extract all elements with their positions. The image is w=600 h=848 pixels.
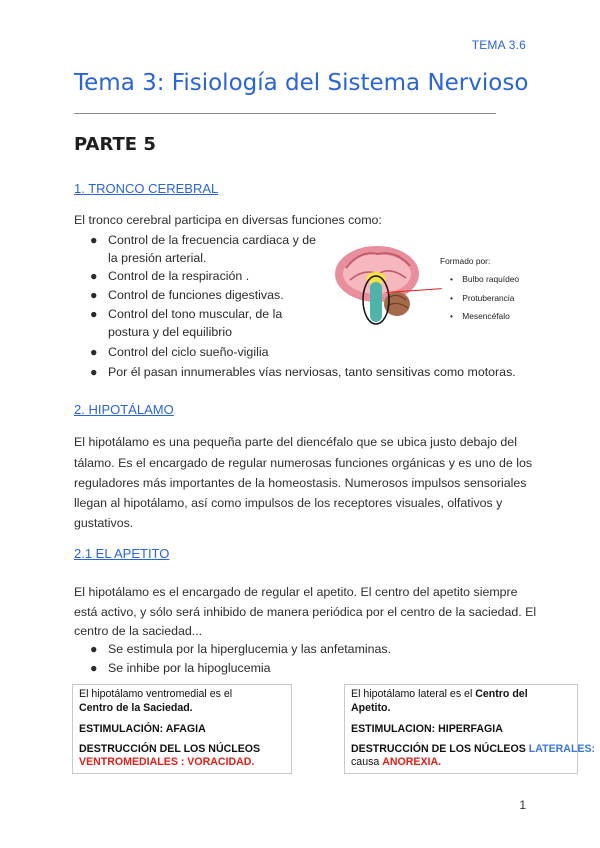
- section-2-line: llegan al hipotálamo, así como impulsos de los receptores visuales, olfativos y: [74, 496, 503, 510]
- ventromedial-box: [72, 684, 292, 774]
- lateral-box: [344, 684, 596, 774]
- box-line: causa ANOREXIA.: [351, 756, 442, 768]
- box-line: ESTIMULACIÓN: AFAGIA: [79, 723, 206, 735]
- brainstem-shape: [370, 282, 382, 322]
- figure-legend-title: Formado por:: [440, 256, 491, 266]
- figure-legend-item: • Protuberancia: [450, 293, 515, 303]
- section-2-line: tálamo. Es el encargado de regular numerosas funciones orgánicas y es uno de los: [74, 456, 533, 470]
- page-title: Tema 3: Fisiología del Sistema Nervioso: [74, 70, 529, 96]
- box-line: El hipotálamo lateral es el Centro del: [351, 688, 528, 700]
- section-heading-tronco-cerebral[interactable]: 1. TRONCO CEREBRAL: [74, 181, 219, 196]
- section-2-line: reguladores más importantes de la homeostasis. Numerosos impulsos sensoriales: [74, 476, 527, 490]
- box-line: VENTROMEDIALES : VORACIDAD.: [79, 756, 255, 768]
- section-2-line: gustativos.: [74, 516, 134, 530]
- chapter-tag: TEMA 3.6: [471, 38, 526, 52]
- box-line: DESTRUCCIÓN DEL LOS NÚCLEOS: [79, 743, 261, 755]
- box-line: ESTIMULACION: HIPERFAGIA: [351, 723, 503, 735]
- section-21-line: está activo, y sólo será inhibido de manera periódica por el centro de la saciedad. El: [74, 605, 537, 619]
- page-number: 1: [519, 798, 526, 812]
- figure-legend-item: • Bulbo raquídeo: [450, 274, 520, 284]
- figure-legend-item: • Mesencéfalo: [450, 311, 510, 321]
- box-line: El hipotálamo ventromedial es el: [79, 688, 233, 700]
- part-heading: PARTE 5: [74, 134, 156, 155]
- box-line: Centro de la Saciedad.: [79, 702, 193, 714]
- section-heading-apetito[interactable]: 2.1 EL APETITO: [74, 546, 170, 561]
- section-21-line: El hipotálamo es el encargado de regular el apetito. El centro del apetito siempre: [74, 585, 518, 599]
- box-line: Apetito.: [351, 702, 391, 714]
- section-heading-hipotalamo[interactable]: 2. HIPOTÁLAMO: [74, 402, 174, 417]
- box-line: DESTRUCCIÓN DE LOS NÚCLEOS LATERALES:: [351, 743, 596, 755]
- section-2-line: El hipotálamo es una pequeña parte del diencéfalo que se ubica justo debajo del: [74, 435, 517, 449]
- section-21-line: centro de la saciedad...: [74, 624, 203, 638]
- section-1-intro: El tronco cerebral participa en diversas funciones como:: [74, 213, 382, 227]
- title-divider: [74, 113, 496, 114]
- brainstem-illustration: [330, 238, 430, 338]
